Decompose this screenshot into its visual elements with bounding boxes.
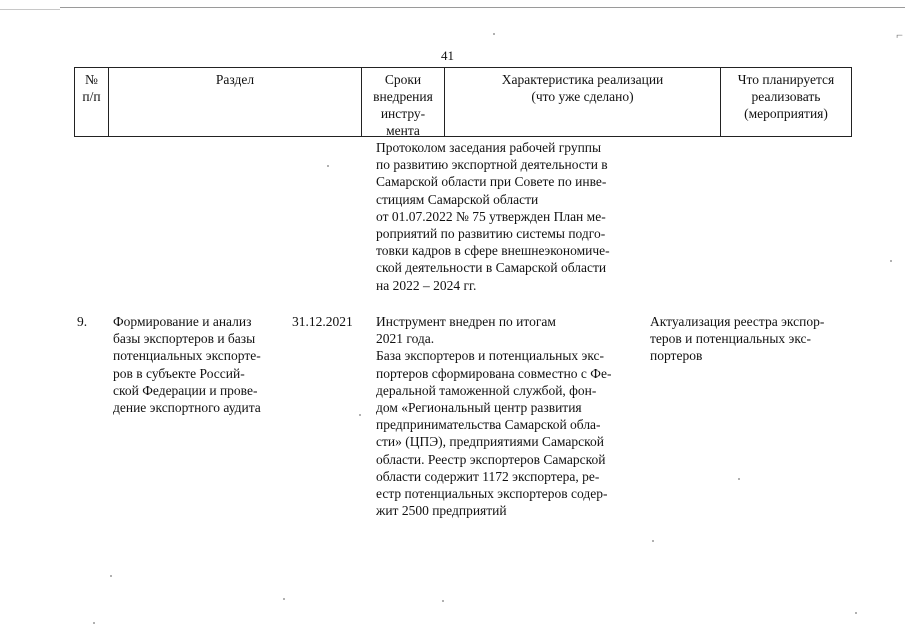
scan-speck <box>493 33 495 35</box>
text-line: ской деятельности в Самарской области <box>376 260 607 276</box>
text-line: 2021 года. <box>376 331 435 347</box>
header-line: Характеристика реализации <box>501 72 664 87</box>
text-line: естр потенциальных экспортеров содер- <box>376 486 608 502</box>
scan-speck <box>738 478 740 480</box>
text-line: деральной таможенной службой, фон- <box>376 382 597 398</box>
scan-edge-line <box>60 7 905 8</box>
text-line: дом «Региональный центр развития <box>376 400 582 416</box>
page-number: 41 <box>441 48 454 63</box>
scan-mark: ⌐ <box>896 28 903 42</box>
text-line: потенциальных экспорте- <box>113 348 261 364</box>
scan-speck <box>359 414 361 416</box>
text-line: роприятий по развитию системы подго- <box>376 226 606 242</box>
scan-speck <box>110 575 112 577</box>
scan-speck <box>283 598 285 600</box>
row-planned-action <box>650 313 848 365</box>
header-line: мента <box>386 123 420 138</box>
header-line: внедрения <box>373 89 433 104</box>
text-line: базы экспортеров и базы <box>113 331 256 347</box>
text-line: Инструмент внедрен по итогам <box>376 314 556 329</box>
header-section-column <box>108 68 361 136</box>
header-line: Сроки <box>384 72 422 87</box>
text-line: ров в субъекте Россий- <box>113 365 245 381</box>
text-line: теров и потенциальных экс- <box>650 331 812 347</box>
text-line: области содержит 1172 экспортера, ре- <box>376 468 600 484</box>
header-line: (что уже сделано) <box>531 89 634 104</box>
scan-speck <box>890 260 892 262</box>
header-done-column <box>444 68 720 136</box>
row-number: 9. <box>77 314 88 329</box>
row-section <box>113 313 279 416</box>
text-line: Протоколом заседания рабочей группы <box>376 140 602 155</box>
text-line: портеров <box>650 348 703 364</box>
header-line: № <box>85 72 98 87</box>
header-line: Что планируется реализовать <box>737 72 835 104</box>
header-line: инстру- <box>380 106 426 121</box>
table-header <box>74 67 852 137</box>
text-line: стициям Самарской области <box>376 191 539 207</box>
header-line: (мероприятия) <box>744 106 828 121</box>
scan-speck <box>442 600 444 602</box>
text-line: области. Реестр экспортеров Самарской <box>376 451 606 467</box>
text-line: товки кадров в сфере внешнеэкономиче- <box>376 243 610 259</box>
text-line: предпринимательства Самарской обла- <box>376 417 601 433</box>
header-planned-column <box>720 68 851 136</box>
text-line: на 2022 – 2024 гг. <box>376 277 477 293</box>
scan-edge-line <box>0 9 60 10</box>
text-line: Актуализация реестра экспор- <box>650 314 825 329</box>
text-line: по развитию экспортной деятельности в <box>376 157 608 173</box>
header-dates-column <box>361 68 444 136</box>
header-number-column <box>75 68 108 136</box>
text-line: дение экспортного аудита <box>113 400 261 416</box>
continuation-text <box>376 139 640 294</box>
header-line: п/п <box>82 89 101 104</box>
header-line: Раздел <box>215 72 255 87</box>
scan-speck <box>652 540 654 542</box>
text-line: Самарской области при Совете по инве- <box>376 174 607 190</box>
scan-speck <box>327 165 329 167</box>
text-line: База экспортеров и потенциальных экс- <box>376 348 605 364</box>
text-line: Формирование и анализ <box>113 314 252 329</box>
row-done-description <box>376 313 640 519</box>
text-line: сти» (ЦПЭ), предприятиями Самарской <box>376 434 604 450</box>
scan-speck <box>93 622 95 624</box>
text-line: от 01.07.2022 № 75 утвержден План ме- <box>376 208 606 224</box>
text-line: ской Федерации и прове- <box>113 382 258 398</box>
text-line: жит 2500 предприятий <box>376 503 507 519</box>
row-date: 31.12.2021 <box>292 314 353 329</box>
scan-speck <box>855 612 857 614</box>
text-line: портеров сформирована совместно с Фе- <box>376 365 612 381</box>
